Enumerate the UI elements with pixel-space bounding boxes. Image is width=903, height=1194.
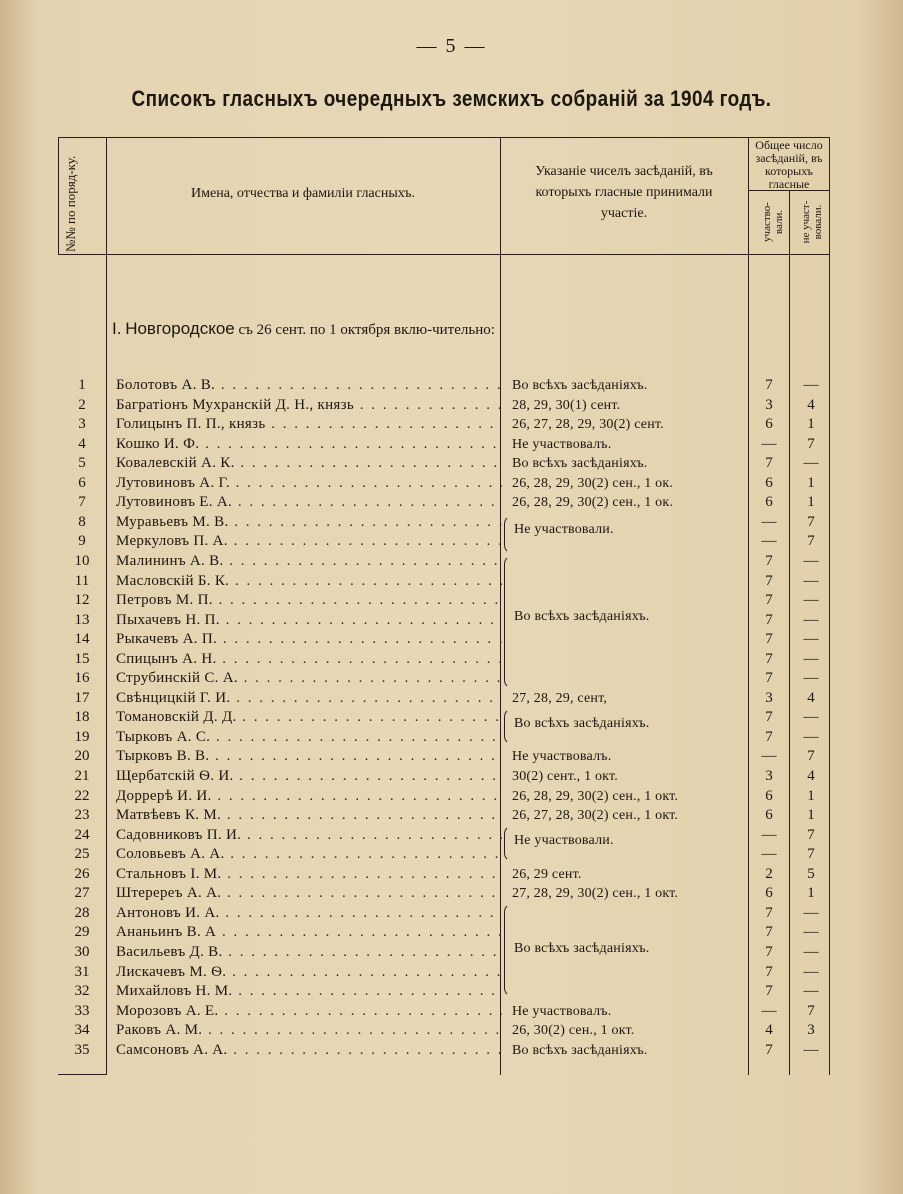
table-left-rule bbox=[58, 137, 59, 255]
row-number: 24 bbox=[74, 826, 90, 843]
member-name: Щербатскій Ѳ. И. . . . bbox=[116, 767, 502, 787]
row-number: 8 bbox=[78, 513, 86, 530]
table-row bbox=[58, 884, 830, 904]
row-number: 11 bbox=[74, 572, 90, 589]
member-name: Раковъ А. М. . . . bbox=[116, 1021, 502, 1041]
member-name: Ананьинъ В. А . . . bbox=[116, 923, 502, 943]
count-not-participated: — bbox=[803, 650, 819, 667]
member-name: Голицынъ П. П., князь . . . bbox=[116, 415, 502, 435]
member-name: Ковалевскій А. К. . . . bbox=[116, 454, 502, 474]
count-not-participated: — bbox=[803, 670, 819, 687]
row-number: 16 bbox=[74, 670, 90, 687]
count-not-participated: — bbox=[803, 592, 819, 609]
table-row bbox=[58, 963, 830, 983]
count-participated: 6 bbox=[765, 474, 773, 491]
row-number: 1 bbox=[78, 377, 86, 393]
row-number: 23 bbox=[74, 807, 90, 824]
row-number: 6 bbox=[78, 474, 86, 491]
row-number: 2 bbox=[78, 396, 86, 413]
count-participated: 7 bbox=[765, 943, 773, 960]
count-not-participated: 7 bbox=[807, 846, 815, 863]
row-number: 28 bbox=[74, 904, 90, 921]
table-row bbox=[58, 923, 830, 943]
row-number: 10 bbox=[74, 552, 90, 569]
count-not-participated: — bbox=[803, 983, 819, 1000]
count-not-participated: — bbox=[803, 963, 819, 980]
header-participated: участво-вали. bbox=[761, 202, 785, 242]
count-not-participated: 5 bbox=[807, 865, 815, 882]
count-participated: 7 bbox=[765, 963, 773, 980]
row-number: 9 bbox=[78, 533, 86, 550]
count-participated: 7 bbox=[765, 650, 773, 667]
count-not-participated: 7 bbox=[807, 1002, 815, 1019]
table-row bbox=[58, 415, 830, 435]
count-not-participated: — bbox=[803, 631, 819, 648]
table-row bbox=[58, 669, 830, 689]
page-title: Списокъ гласныхъ очередныхъ земскихъ собраній за 1904 годъ. bbox=[131, 86, 772, 111]
member-name: Пыхачевъ Н. П. . . . bbox=[116, 611, 502, 631]
member-name: Лискачевъ М. Ѳ. . . . bbox=[116, 963, 502, 983]
table-row bbox=[58, 493, 830, 513]
count-not-participated: 1 bbox=[807, 416, 815, 433]
header-number: №№ по поряд-ку. bbox=[63, 155, 78, 252]
count-participated: — bbox=[761, 435, 777, 452]
count-participated: 3 bbox=[765, 689, 773, 706]
session-dates: 26, 30(2) сен., 1 окт. bbox=[512, 1023, 635, 1039]
count-not-participated: — bbox=[803, 924, 819, 941]
session-dates: 30(2) сент., 1 окт. bbox=[512, 769, 618, 784]
count-participated: 7 bbox=[765, 572, 773, 589]
count-participated: 3 bbox=[765, 768, 773, 784]
table-row bbox=[58, 376, 830, 396]
member-name: Малининъ А. В. . . . bbox=[116, 552, 502, 572]
row-number: 35 bbox=[74, 1041, 90, 1058]
session-dates: 26, 29 сент. bbox=[512, 866, 582, 882]
session-dates: 26, 27, 28, 30(2) сен., 1 окт. bbox=[512, 808, 679, 824]
row-number: 12 bbox=[74, 592, 90, 609]
row-number: 26 bbox=[74, 865, 90, 882]
member-name: Струбинскій С. А. . . . bbox=[116, 669, 502, 689]
row-number: 27 bbox=[74, 885, 90, 902]
count-participated: 7 bbox=[765, 631, 773, 648]
count-participated: 3 bbox=[765, 396, 773, 413]
session-dates: 28, 29, 30(1) сент. bbox=[512, 397, 621, 413]
member-name: Морозовъ А. Е. . . . bbox=[116, 1002, 502, 1022]
table-row bbox=[58, 1021, 830, 1041]
member-name: Багратіонъ Мухранскій Д. Н., князь . . . bbox=[116, 396, 502, 416]
member-name: Соловьевъ А. А. . . . bbox=[116, 845, 502, 865]
group-brace bbox=[504, 825, 513, 862]
table-row bbox=[58, 650, 830, 670]
session-dates: 26, 28, 29, 30(2) сен., 1 окт. bbox=[512, 788, 679, 804]
count-participated: 7 bbox=[765, 670, 773, 687]
table-row bbox=[58, 904, 830, 924]
member-name: Масловскій Б. К. . . . bbox=[116, 572, 502, 592]
count-participated: 6 bbox=[765, 885, 773, 902]
count-participated: 7 bbox=[765, 709, 773, 726]
count-participated: 6 bbox=[765, 807, 773, 824]
member-name: Лутовиновъ А. Г. . . . bbox=[116, 474, 502, 494]
section-name: Новгородское bbox=[125, 319, 235, 338]
table-row bbox=[58, 630, 830, 650]
session-dates: Не участвовалъ. bbox=[512, 1003, 612, 1019]
count-not-participated: 3 bbox=[807, 1022, 815, 1039]
group-brace bbox=[504, 903, 513, 997]
group-note: Во всѣхъ засѣданіяхъ. bbox=[514, 941, 650, 956]
member-name: Садовниковъ П. И. . . . bbox=[116, 826, 502, 846]
header-names: Имена, отчества и фамиліи гласныхъ. bbox=[191, 186, 415, 201]
count-not-participated: 7 bbox=[807, 748, 815, 765]
member-name: Матвѣевъ К. М. . . . bbox=[116, 806, 502, 826]
count-not-participated: — bbox=[803, 611, 819, 628]
group-note: Не участвовали. bbox=[514, 833, 614, 848]
count-not-participated: — bbox=[803, 943, 819, 960]
number-col-bottom-rule bbox=[58, 1074, 106, 1075]
member-name: Тырковъ В. В. . . . bbox=[116, 747, 502, 767]
count-participated: 7 bbox=[765, 904, 773, 921]
table-row bbox=[58, 806, 830, 826]
group-note: Во всѣхъ засѣданіяхъ. bbox=[514, 609, 650, 624]
row-number: 33 bbox=[74, 1002, 90, 1019]
count-participated: 7 bbox=[765, 455, 773, 472]
count-participated: 2 bbox=[765, 865, 773, 882]
row-number: 3 bbox=[78, 416, 86, 433]
count-not-participated: 4 bbox=[807, 396, 815, 413]
member-name: Лутовиновъ Е. А. . . . bbox=[116, 493, 502, 513]
section-heading bbox=[112, 318, 502, 341]
session-dates: Во всѣхъ засѣданіяхъ. bbox=[512, 378, 648, 393]
row-number: 25 bbox=[74, 846, 90, 863]
count-not-participated: — bbox=[803, 572, 819, 589]
session-dates: 26, 28, 29, 30(2) сен., 1 ок. bbox=[512, 495, 674, 511]
count-participated: 7 bbox=[765, 552, 773, 569]
table-row bbox=[58, 454, 830, 474]
count-participated: — bbox=[761, 748, 777, 765]
count-participated: 6 bbox=[765, 787, 773, 804]
group-note: Не участвовали. bbox=[514, 522, 614, 537]
table-row bbox=[58, 1041, 830, 1061]
member-name: Болотовъ А. В. . . . bbox=[116, 376, 502, 396]
count-participated: 7 bbox=[765, 924, 773, 941]
header-not-participated: не участ-вовали. bbox=[800, 200, 824, 244]
count-not-participated: 4 bbox=[807, 768, 815, 784]
member-name: Петровъ М. П. . . . bbox=[116, 591, 502, 611]
row-number: 18 bbox=[74, 709, 90, 726]
table-row bbox=[58, 591, 830, 611]
row-number: 7 bbox=[78, 494, 86, 511]
member-name: Томановскій Д. Д. . . . bbox=[116, 708, 502, 728]
member-name: Муравьевъ М. В. . . . bbox=[116, 513, 502, 533]
session-dates: 27, 28, 29, сент, bbox=[512, 690, 608, 706]
count-participated: 7 bbox=[765, 611, 773, 628]
row-number: 4 bbox=[78, 435, 86, 452]
row-number: 17 bbox=[74, 689, 90, 706]
member-name: Рыкачевъ А. П. . . . bbox=[116, 630, 502, 650]
group-brace bbox=[504, 708, 513, 745]
row-number: 21 bbox=[74, 768, 90, 784]
session-dates: Во всѣхъ засѣданіяхъ. bbox=[512, 456, 648, 472]
table-row bbox=[58, 396, 830, 416]
session-dates: 26, 27, 28, 29, 30(2) сент. bbox=[512, 417, 664, 433]
row-number: 22 bbox=[74, 787, 90, 804]
table-row bbox=[58, 689, 830, 709]
row-number: 29 bbox=[74, 924, 90, 941]
table-top-rule bbox=[58, 137, 830, 138]
member-name: Штеререъ А. А. . . . bbox=[116, 884, 502, 904]
count-participated: — bbox=[761, 1002, 777, 1019]
table-row bbox=[58, 865, 830, 885]
row-number: 20 bbox=[74, 748, 90, 765]
row-number: 19 bbox=[74, 728, 90, 745]
count-not-participated: 1 bbox=[807, 494, 815, 511]
count-not-participated: 7 bbox=[807, 513, 815, 530]
member-name: Доррерѣ И. И. . . . bbox=[116, 787, 502, 807]
count-not-participated: — bbox=[803, 728, 819, 745]
row-number: 34 bbox=[74, 1022, 90, 1039]
header-sessions: Указаніе чиселъ засѣданій, въ которыхъ гласные принимали участіе. bbox=[535, 164, 713, 221]
session-dates: Не участвовалъ. bbox=[512, 436, 612, 452]
group-brace bbox=[504, 515, 513, 554]
section-roman: I. bbox=[112, 319, 122, 338]
count-participated: 6 bbox=[765, 494, 773, 511]
count-not-participated: 7 bbox=[807, 435, 815, 452]
count-not-participated: — bbox=[803, 552, 819, 569]
count-not-participated: 1 bbox=[807, 807, 815, 824]
group-note: Во всѣхъ засѣданіяхъ. bbox=[514, 716, 650, 731]
table-row bbox=[58, 787, 830, 807]
count-not-participated: — bbox=[803, 455, 819, 472]
count-participated: 7 bbox=[765, 1041, 773, 1058]
count-not-participated: 7 bbox=[807, 533, 815, 550]
header-total: Общее число засѣданій, въ которыхъ гласные bbox=[755, 138, 823, 191]
session-dates: Во всѣхъ засѣданіяхъ. bbox=[512, 1042, 648, 1058]
count-not-participated: — bbox=[803, 377, 819, 393]
row-number: 13 bbox=[74, 611, 90, 628]
count-not-participated: 1 bbox=[807, 787, 815, 804]
table-row bbox=[58, 572, 830, 592]
table-row bbox=[58, 474, 830, 494]
table-row bbox=[58, 552, 830, 572]
count-participated: — bbox=[761, 826, 777, 843]
member-name: Стальновъ І. М. . . . bbox=[116, 865, 502, 885]
count-not-participated: — bbox=[803, 1041, 819, 1058]
count-participated: 6 bbox=[765, 416, 773, 433]
count-not-participated: — bbox=[803, 709, 819, 726]
member-name: Спицынъ А. Н. . . . bbox=[116, 650, 502, 670]
count-participated: 4 bbox=[765, 1022, 773, 1039]
member-name: Свѣнцицкій Г. И. . . . bbox=[116, 689, 502, 709]
count-participated: — bbox=[761, 513, 777, 530]
table-row bbox=[58, 1002, 830, 1022]
count-participated: — bbox=[761, 533, 777, 550]
row-number: 32 bbox=[74, 983, 90, 1000]
row-number: 30 bbox=[74, 943, 90, 960]
count-not-participated: 7 bbox=[807, 826, 815, 843]
page-number: — 5 — bbox=[416, 35, 487, 57]
count-participated: 7 bbox=[765, 592, 773, 609]
session-dates: 27, 28, 29, 30(2) сен., 1 окт. bbox=[512, 886, 679, 902]
row-number: 15 bbox=[74, 650, 90, 667]
count-participated: — bbox=[761, 846, 777, 863]
table-row bbox=[58, 767, 830, 787]
count-participated: 7 bbox=[765, 728, 773, 745]
count-not-participated: 4 bbox=[807, 689, 815, 706]
table-row bbox=[58, 435, 830, 455]
row-number: 14 bbox=[74, 631, 90, 648]
table-row bbox=[58, 747, 830, 767]
count-not-participated: 1 bbox=[807, 885, 815, 902]
member-name: Васильевъ Д. В. . . . bbox=[116, 943, 502, 963]
count-not-participated: 1 bbox=[807, 474, 815, 491]
member-name: Кошко И. Ф. . . . bbox=[116, 435, 502, 455]
group-brace bbox=[504, 555, 513, 689]
count-not-participated: — bbox=[803, 904, 819, 921]
member-name: Тырковъ А. С. . . . bbox=[116, 728, 502, 748]
member-name: Михайловъ Н. М. . . . bbox=[116, 982, 502, 1002]
row-number: 5 bbox=[78, 455, 86, 472]
count-participated: 7 bbox=[765, 983, 773, 1000]
session-dates: 26, 28, 29, 30(2) сен., 1 ок. bbox=[512, 475, 674, 491]
header-bottom-rule bbox=[58, 254, 830, 255]
row-number: 31 bbox=[74, 963, 90, 980]
member-name: Антоновъ И. А. . . . bbox=[116, 904, 502, 924]
section-dates: съ 26 сент. по 1 октября вклю-чительно: bbox=[238, 322, 495, 338]
session-dates: Не участвовалъ. bbox=[512, 749, 612, 765]
count-participated: 7 bbox=[765, 377, 773, 393]
member-name: Меркуловъ П. А. . . . bbox=[116, 532, 502, 552]
member-name: Самсоновъ А. А. . . . bbox=[116, 1041, 502, 1061]
table-row bbox=[58, 982, 830, 1002]
